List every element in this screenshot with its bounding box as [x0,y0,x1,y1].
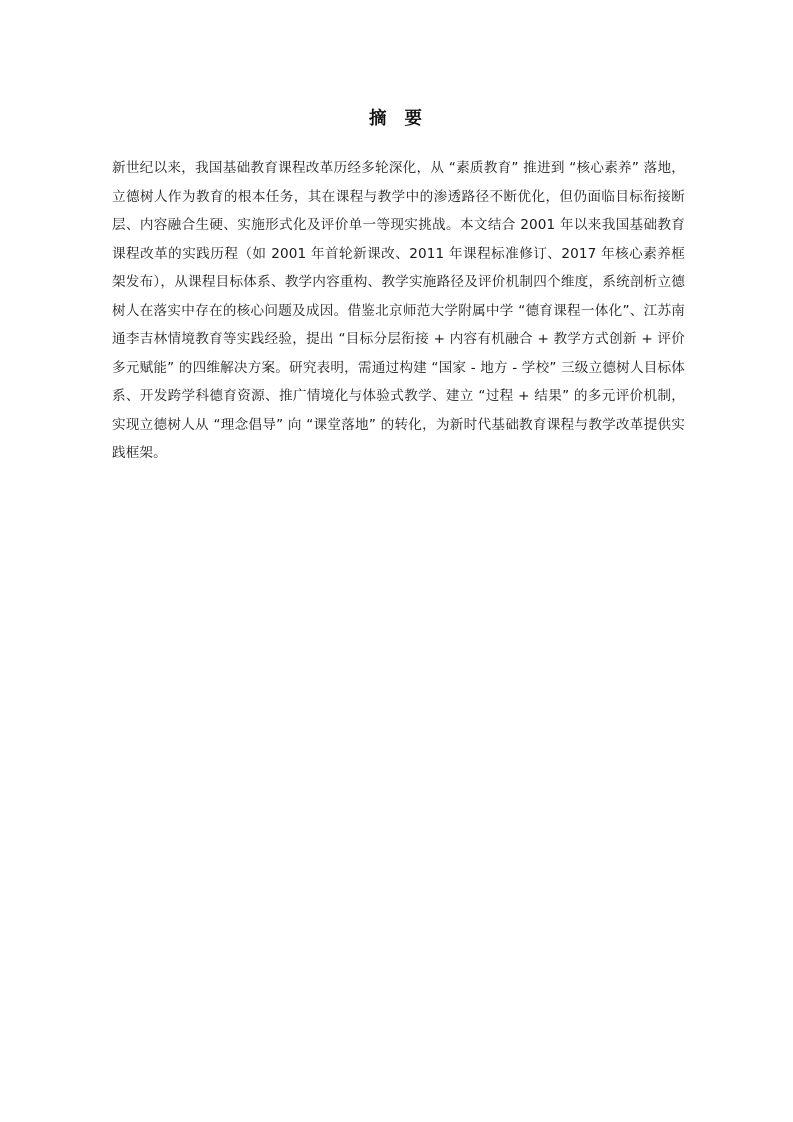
abstract-body [112,154,685,468]
abstract-paragraph: 新世纪以来，我国基础教育课程改革历经多轮深化，从 “素质教育” 推进到 “核心素养” 落地，立德树人作为教育的根本任务，其在课程与教学中的渗透路径不断优化，但仍面临目标衔接断层、内容融合生硬、实施形式化及评价单一等现实挑战。本文结合 2001 年以来我国基础教育课程改革的实践历程（如 2001 年首轮新课改、2011 年课程标准修订、2017 年核心素养框架发布），从课程目标体系、教学内容重构、教学实施路径及评价机制四个维度，系统剖析立德树人在落实中存在的核心问题及成因。借鉴北京师范大学附属中学 “德育课程一体化”、江苏南通李吉林情境教育等实践经验，提出 “目标分层衔接 + 内容有机融合 + 教学方式创新 + 评价多元赋能” 的四维解决方案。研究表明，需通过构建 “国家 - 地方 - 学校” 三级立德树人目标体系、开发跨学科德育资源、推广情境化与体验式教学、建立 “过程 + 结果” 的多元评价机制，实现立德树人从 “理念倡导” 向 “课堂落地” 的转化，为新时代基础教育课程与教学改革提供实践框架。 [112,160,685,461]
abstract-section [112,105,685,468]
page-title: 摘 要 [368,109,429,129]
